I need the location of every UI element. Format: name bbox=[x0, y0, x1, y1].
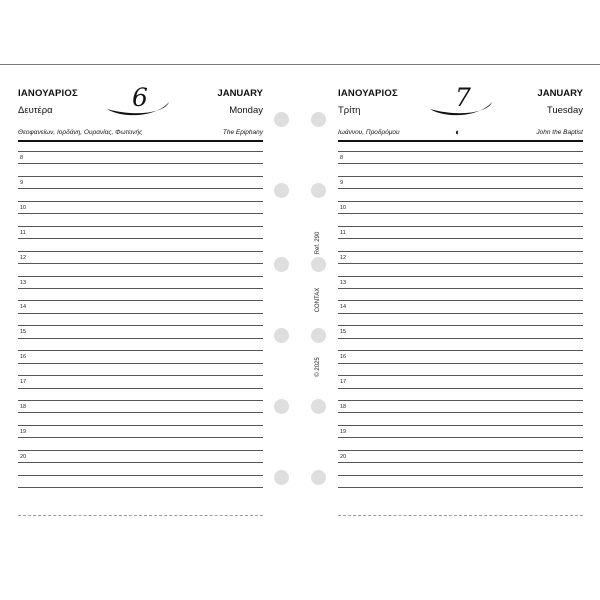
ruled-line bbox=[338, 201, 583, 202]
left-header-rule bbox=[18, 140, 263, 142]
punch-hole bbox=[274, 112, 289, 127]
ruled-line bbox=[338, 437, 583, 438]
hour-label: 11 bbox=[20, 229, 26, 236]
spine-ref-text: Ref. 290 bbox=[315, 231, 321, 255]
ruled-line bbox=[338, 313, 583, 314]
ruled-line bbox=[338, 276, 583, 277]
right-holiday-note: John the Baptist bbox=[536, 129, 583, 136]
hour-label: 10 bbox=[20, 204, 27, 211]
ruled-line bbox=[18, 487, 263, 488]
hour-label: 15 bbox=[340, 329, 347, 336]
ruled-line bbox=[18, 300, 263, 301]
ruled-line bbox=[338, 263, 583, 264]
hour-label: 17 bbox=[20, 379, 27, 386]
ruled-line bbox=[338, 412, 583, 413]
hour-label: 14 bbox=[340, 304, 347, 311]
ruled-line bbox=[18, 313, 263, 314]
hour-label: 11 bbox=[340, 229, 346, 236]
ruled-line bbox=[18, 276, 263, 277]
ruled-line bbox=[338, 213, 583, 214]
ruled-line bbox=[18, 425, 263, 426]
punch-hole bbox=[274, 183, 289, 198]
right-header-rule bbox=[338, 140, 583, 142]
ruled-line bbox=[338, 487, 583, 488]
ruled-line bbox=[338, 350, 583, 351]
right-diary-page bbox=[300, 64, 600, 535]
punch-hole bbox=[311, 328, 326, 343]
left-dashed-cut-line bbox=[18, 515, 263, 516]
hour-label: 9 bbox=[340, 179, 344, 186]
left-nameday-note: Θεοφανείων, Ιορδάνη, Ουρανίας, Φωτεινής bbox=[18, 129, 143, 136]
left-weekday-greek: Δευτέρα bbox=[18, 105, 53, 116]
right-month-greek: ΙΑΝΟΥΑΡΙΟΣ bbox=[338, 88, 398, 99]
ruled-line bbox=[338, 188, 583, 189]
hour-label: 8 bbox=[20, 155, 24, 161]
punch-hole bbox=[311, 470, 326, 485]
hour-label: 20 bbox=[20, 453, 27, 460]
ruled-line bbox=[338, 325, 583, 326]
hour-label: 18 bbox=[340, 404, 347, 410]
punch-hole bbox=[311, 183, 326, 198]
ruled-line bbox=[18, 363, 263, 364]
left-day-number: 6 bbox=[132, 83, 148, 112]
ruled-line bbox=[18, 288, 263, 289]
punch-hole bbox=[274, 470, 289, 485]
ruled-line bbox=[338, 462, 583, 463]
right-dashed-cut-line bbox=[338, 515, 583, 516]
right-weekday-english: Tuesday bbox=[546, 105, 583, 116]
spine-brand-text: CONTAX bbox=[315, 287, 321, 313]
ruled-line bbox=[338, 251, 583, 252]
punch-hole bbox=[274, 257, 289, 272]
left-month-english: JANUARY bbox=[217, 88, 263, 99]
punch-hole bbox=[311, 399, 326, 414]
ruled-line bbox=[338, 400, 583, 401]
hour-label: 17 bbox=[340, 379, 347, 386]
hour-label: 14 bbox=[20, 304, 27, 311]
ruled-line bbox=[18, 238, 263, 239]
ruled-line bbox=[18, 437, 263, 438]
ruled-line bbox=[18, 163, 263, 164]
punch-hole bbox=[311, 112, 326, 127]
hour-label: 16 bbox=[340, 354, 347, 361]
ruled-line bbox=[338, 288, 583, 289]
right-month-english: JANUARY bbox=[537, 88, 583, 99]
ruled-line bbox=[18, 201, 263, 202]
ruled-line bbox=[18, 412, 263, 413]
hour-label: 9 bbox=[20, 179, 24, 186]
moon-phase-icon: ◐ bbox=[455, 127, 461, 137]
ruled-line bbox=[338, 388, 583, 389]
ruled-line bbox=[338, 226, 583, 227]
hour-label: 12 bbox=[20, 254, 27, 261]
ruled-line bbox=[338, 163, 583, 164]
ruled-line bbox=[338, 151, 583, 152]
punch-hole bbox=[274, 399, 289, 414]
hour-label: 16 bbox=[20, 354, 27, 361]
hour-label: 13 bbox=[20, 279, 27, 286]
hour-label: 15 bbox=[20, 329, 27, 336]
ruled-line bbox=[338, 300, 583, 301]
ruled-line bbox=[18, 226, 263, 227]
hour-label: 12 bbox=[340, 254, 347, 261]
ruled-line bbox=[338, 338, 583, 339]
ruled-line bbox=[18, 350, 263, 351]
right-nameday-note: Ιωάννου, Προδρόμου bbox=[338, 129, 400, 136]
ruled-line bbox=[338, 475, 583, 476]
ruled-line bbox=[18, 450, 263, 451]
ruled-line bbox=[18, 375, 263, 376]
ruled-line bbox=[18, 388, 263, 389]
ruled-line bbox=[18, 188, 263, 189]
ruled-line bbox=[18, 462, 263, 463]
left-weekday-english: Monday bbox=[229, 105, 263, 116]
right-day-number: 7 bbox=[455, 83, 471, 112]
ruled-line bbox=[18, 325, 263, 326]
hour-label: 8 bbox=[340, 155, 344, 161]
ruled-line bbox=[18, 475, 263, 476]
ruled-line bbox=[338, 375, 583, 376]
ruled-line bbox=[338, 176, 583, 177]
punch-hole bbox=[274, 328, 289, 343]
ruled-line bbox=[338, 425, 583, 426]
left-diary-page bbox=[0, 64, 301, 535]
hour-label: 19 bbox=[20, 428, 27, 435]
left-month-greek: ΙΑΝΟΥΑΡΙΟΣ bbox=[18, 88, 78, 99]
hour-label: 20 bbox=[340, 453, 347, 460]
hour-label: 13 bbox=[340, 279, 347, 286]
ruled-line bbox=[18, 338, 263, 339]
ruled-line bbox=[18, 213, 263, 214]
ruled-line bbox=[338, 450, 583, 451]
ruled-line bbox=[18, 400, 263, 401]
ruled-line bbox=[338, 238, 583, 239]
ruled-line bbox=[18, 151, 263, 152]
spine-copyright-text: © 2025 bbox=[315, 357, 321, 377]
hour-label: 19 bbox=[340, 428, 347, 435]
ruled-line bbox=[18, 251, 263, 252]
ruled-line bbox=[18, 263, 263, 264]
left-holiday-note: The Epiphany bbox=[222, 129, 263, 136]
right-weekday-greek: Τρίτη bbox=[338, 105, 361, 116]
ruled-line bbox=[18, 176, 263, 177]
hour-label: 10 bbox=[340, 204, 347, 211]
hour-label: 18 bbox=[20, 404, 27, 410]
ruled-line bbox=[338, 363, 583, 364]
